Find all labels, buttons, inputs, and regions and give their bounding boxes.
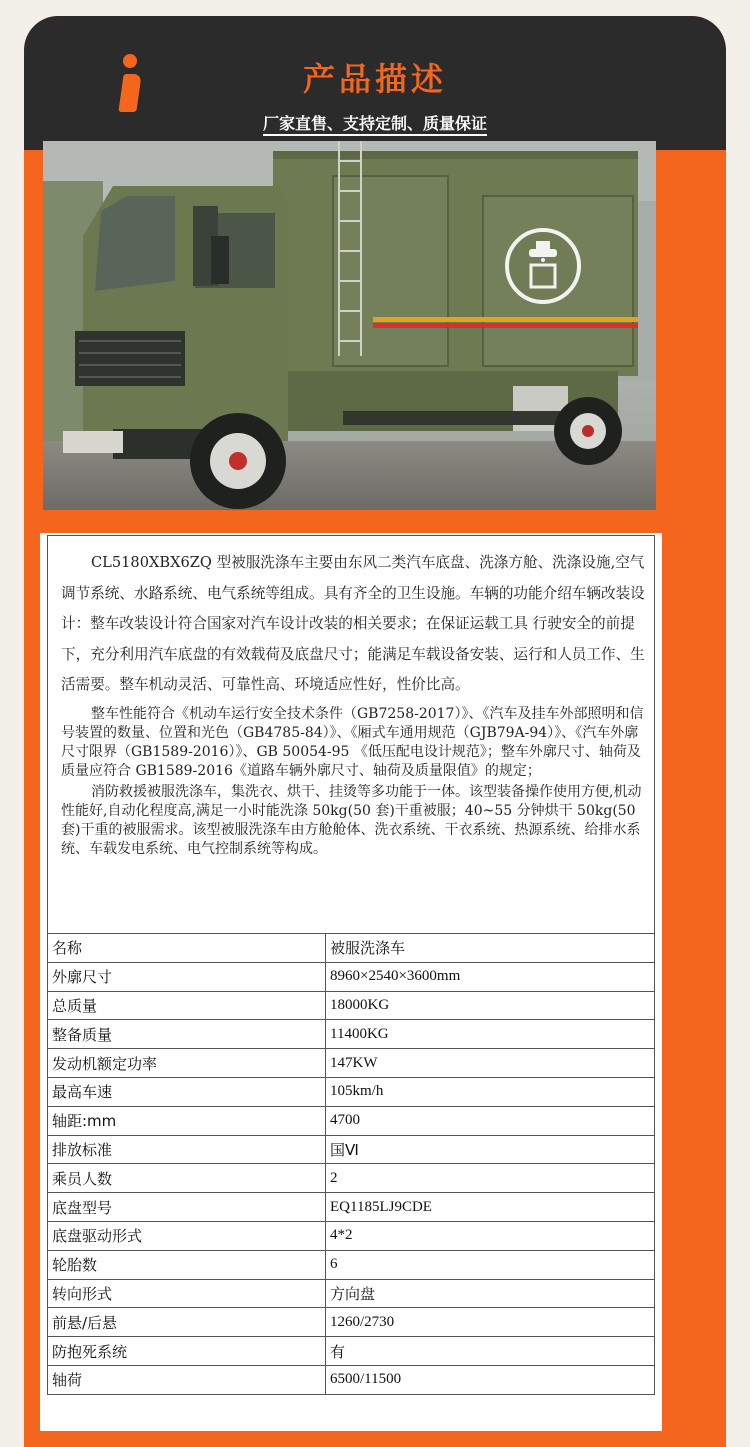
spec-key: 轮胎数 [48, 1250, 326, 1279]
spec-value: 2 [326, 1164, 655, 1193]
table-row [48, 962, 655, 991]
section-header [24, 16, 726, 150]
spec-document [40, 533, 662, 1431]
spec-key: 外廓尺寸 [48, 962, 326, 991]
spec-key: 乘员人数 [48, 1164, 326, 1193]
table-row [48, 1308, 655, 1337]
spec-value: 18000KG [326, 991, 655, 1020]
spec-key: 轴荷 [48, 1365, 326, 1394]
table-row [48, 1106, 655, 1135]
table-row [48, 1250, 655, 1279]
spec-key: 底盘型号 [48, 1193, 326, 1222]
spec-value: 105km/h [326, 1077, 655, 1106]
table-row [48, 1135, 655, 1164]
spec-value: 6 [326, 1250, 655, 1279]
spec-value: 4700 [326, 1106, 655, 1135]
spec-value: 国Ⅵ [326, 1135, 655, 1164]
spec-key: 前悬/后悬 [48, 1308, 326, 1337]
spec-value: 被服洗涤车 [326, 934, 655, 963]
spec-key: 底盘驱动形式 [48, 1221, 326, 1250]
spec-key: 防抱死系统 [48, 1337, 326, 1366]
table-row [48, 934, 655, 963]
spec-key: 整备质量 [48, 1020, 326, 1049]
spec-value: 1260/2730 [326, 1308, 655, 1337]
description-paragraph-2: 整车性能符合《机动车运行安全技术条件（GB7258-2017）》、《汽车及挂车外部照明和信号装置的数量、位置和光色（GB4785-84）》、《厢式车通用规范（GJB79A-94）》、《汽车外廓尺寸限界（GB1589-2016）》、GB 50054-95 《低压配电设计规范》；整车外廓尺寸、轴荷及质量应符合 GB1589-2016《道路车辆外廓尺寸、轴荷及质量限值》的规定； [61, 705, 644, 779]
table-row [48, 1221, 655, 1250]
spec-key: 名称 [48, 934, 326, 963]
spec-key: 发动机额定功率 [48, 1049, 326, 1078]
table-row [48, 1279, 655, 1308]
spec-value: 4*2 [326, 1221, 655, 1250]
spec-value: 11400KG [326, 1020, 655, 1049]
spec-key: 转向形式 [48, 1279, 326, 1308]
truck-photo [43, 141, 656, 510]
section-title: 产品描述 [302, 60, 447, 98]
table-row [48, 1337, 655, 1366]
spec-key: 最高车速 [48, 1077, 326, 1106]
spec-key: 总质量 [48, 991, 326, 1020]
spec-key: 排放标准 [48, 1135, 326, 1164]
section-subtitle: 厂家直售、支持定制、质量保证 [24, 111, 726, 134]
table-row [48, 1077, 655, 1106]
spec-value: 8960×2540×3600mm [326, 962, 655, 991]
table-row [48, 991, 655, 1020]
description-block [47, 535, 655, 933]
table-row [48, 1365, 655, 1394]
table-row [48, 1049, 655, 1078]
spec-value: 147KW [326, 1049, 655, 1078]
table-row [48, 1193, 655, 1222]
spec-value: EQ1185LJ9CDE [326, 1193, 655, 1222]
faucet-icon [507, 230, 579, 302]
spec-value: 方向盘 [326, 1279, 655, 1308]
spec-value: 有 [326, 1337, 655, 1366]
spec-key: 轴距:mm [48, 1106, 326, 1135]
table-row [48, 1020, 655, 1049]
spec-table [47, 933, 655, 1395]
description-paragraph-1: CL5180XBX6ZQ 型被服洗涤车主要由东风二类汽车底盘、洗涤方舱、洗涤设施,空气调节系统、水路系统、电气系统等组成。具有齐全的卫生设施。车辆的功能介绍车辆改装设计：整车改装设计符合国家对汽车设计改装的相关要求；在保证运载工具 行驶安全的前提下，充分利用汽车底盘的有效载荷及底盘尺寸；能满足车载设备安装、运行和人员工作、生活需要。整车机动灵活、可靠性高、环境适应性好，性价比高。 [61, 554, 645, 693]
table-row [48, 1164, 655, 1193]
description-paragraph-3: 消防救援被服洗涤车，集洗衣、烘干、挂烫等多功能于一体。该型装备操作使用方便,机动性能好,自动化程度高,满足一小时能洗涤 50kg(50 套)干重被服；40~55 分钟烘干 50kg(50 套)干重的被服需求。该型被服洗涤车由方舱舱体、洗衣系统、干衣系统、热源系统、给排水系统、车载发电系统、电气控制系统等构成。 [61, 783, 642, 857]
spec-value: 6500/11500 [326, 1365, 655, 1394]
